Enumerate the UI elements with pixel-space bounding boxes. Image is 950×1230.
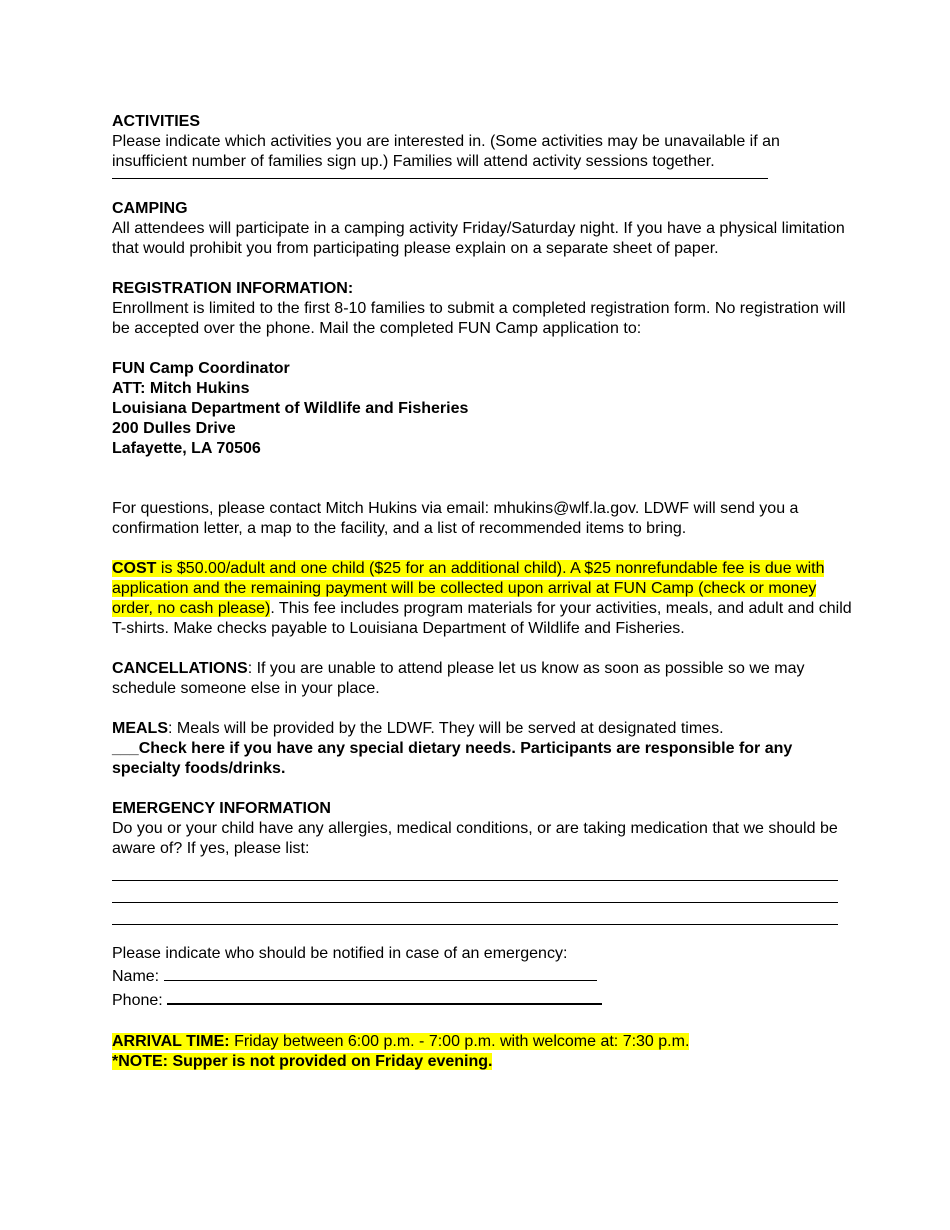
arrival-note — [112, 1052, 852, 1072]
allergies-answer-line[interactable] — [112, 859, 838, 881]
camping-heading: CAMPING — [112, 200, 188, 217]
dietary-needs-checkbox-line[interactable] — [112, 739, 852, 779]
allergies-answer-line[interactable] — [112, 881, 838, 903]
arrival-highlight — [112, 1033, 689, 1050]
address-line: Lafayette, LA 70506 — [112, 440, 261, 457]
meals-text: : Meals will be provided by the LDWF. They will be served at designated times. — [168, 720, 724, 737]
cancellations-label: CANCELLATIONS — [112, 660, 248, 677]
activities-rule — [112, 178, 768, 179]
emergency-phone-row — [112, 987, 852, 1011]
emergency-notify-text: Please indicate who should be notified in case of an emergency: — [112, 945, 568, 962]
emergency-text: Do you or your child have any allergies, medical conditions, or are taking medication that we should be aware of? If yes, please list: — [112, 820, 838, 857]
cancellations-paragraph — [112, 659, 852, 699]
meals-label: MEALS — [112, 720, 168, 737]
address-line: FUN Camp Coordinator — [112, 360, 290, 377]
supper-note: *NOTE: Supper is not provided on Friday evening. — [112, 1053, 493, 1070]
emergency-name-label: Name: — [112, 968, 160, 985]
dietary-check-text: Check here if you have any special dietary needs. Participants are responsible for any specialty foods/drinks. — [112, 740, 793, 777]
address-line: ATT: Mitch Hukins — [112, 380, 250, 397]
cost-paragraph — [112, 559, 852, 639]
cost-highlighted-text: is $50.00/adult and one child ($25 for an additional child). A $25 nonrefundable fee is due with application and the remaining payment will be collected upon arrival at FUN Camp (check or money order, no cash please) — [112, 560, 825, 617]
emergency-phone-field[interactable] — [167, 987, 602, 1005]
emergency-heading: EMERGENCY INFORMATION — [112, 800, 331, 817]
address-line: 200 Dulles Drive — [112, 420, 236, 437]
cost-rest-text: . This fee includes program materials for your activities, meals, and adult and child T-shirts. Make checks payable to Louisiana Department of Wildlife and Fisheries. — [112, 600, 852, 637]
arrival-text: Friday between 6:00 p.m. - 7:00 p.m. with welcome at: 7:30 p.m. — [229, 1033, 690, 1050]
emergency-phone-label: Phone: — [112, 992, 163, 1009]
registration-text: Enrollment is limited to the first 8-10 families to submit a completed registration form. No registration will be accepted over the phone. Mail the completed FUN Camp application to: — [112, 300, 846, 337]
cost-label: COST — [112, 560, 157, 577]
allergies-answer-line[interactable] — [112, 903, 838, 925]
address-line: Louisiana Department of Wildlife and Fisheries — [112, 400, 469, 417]
emergency-name-row — [112, 964, 852, 987]
arrival-paragraph — [112, 1032, 852, 1052]
cancellations-text: : If you are unable to attend please let us know as soon as possible so we may schedule someone else in your place. — [112, 660, 805, 697]
activities-text: Please indicate which activities you are interested in. (Some activities may be unavailable if an insufficient number of families sign up.) Families will attend activity sessions together. — [112, 133, 780, 170]
mailing-address — [112, 359, 852, 459]
camping-text: All attendees will participate in a camping activity Friday/Saturday night. If you have a physical limitation that would prohibit you from participating please explain on a separate sheet of paper. — [112, 220, 845, 257]
questions-text: For questions, please contact Mitch Hukins via email: mhukins@wlf.la.gov. LDWF will send you a confirmation letter, a map to the facility, and a list of recommended items to bring. — [112, 500, 799, 537]
emergency-name-field[interactable] — [164, 964, 597, 981]
document-content — [112, 112, 852, 1072]
activities-heading: ACTIVITIES — [112, 113, 201, 130]
dietary-check-blank[interactable]: ___ — [112, 740, 139, 757]
arrival-label: ARRIVAL TIME: — [112, 1033, 230, 1050]
meals-paragraph — [112, 719, 852, 739]
registration-heading: REGISTRATION INFORMATION: — [112, 280, 354, 297]
